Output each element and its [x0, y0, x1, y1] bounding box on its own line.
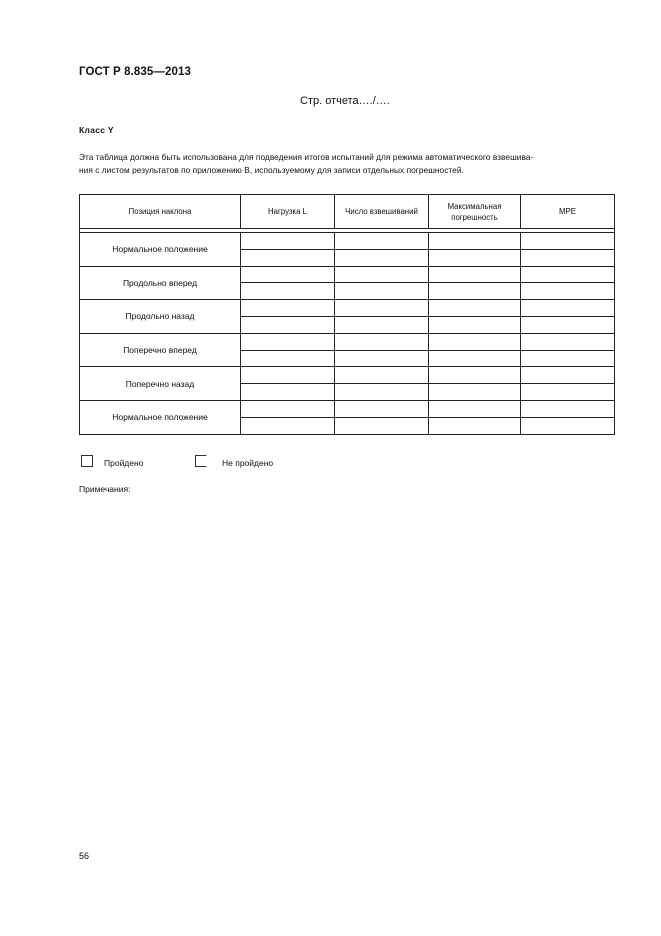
col-header-max-error-text: Максимальная погрешность [447, 201, 502, 222]
paragraph-line-1: Эта таблица должна быть использована для подведения итогов испытаний для режима автоматического взвешива- [79, 152, 534, 162]
position-cell: Продольно вперед [80, 266, 241, 300]
page-number: 56 [79, 851, 90, 861]
load-cell[interactable] [241, 316, 335, 333]
standard-designation: ГОСТ Р 8.835—2013 [79, 66, 191, 78]
weighings-cell[interactable] [335, 333, 429, 350]
max-error-cell[interactable] [429, 283, 521, 300]
position-cell: Поперечно вперед [80, 333, 241, 367]
max-error-cell[interactable] [429, 384, 521, 401]
max-error-cell[interactable] [429, 417, 521, 434]
max-error-cell[interactable] [429, 316, 521, 333]
mpe-cell[interactable] [521, 316, 615, 333]
load-cell[interactable] [241, 333, 335, 350]
col-header-weighings: Число взвешиваний [335, 195, 429, 229]
notes-label: Примечания: [79, 484, 131, 494]
mpe-cell[interactable] [521, 283, 615, 300]
load-cell[interactable] [241, 417, 335, 434]
failed-checkbox[interactable] [195, 455, 207, 467]
load-cell[interactable] [241, 249, 335, 266]
max-error-cell[interactable] [429, 333, 521, 350]
load-cell[interactable] [241, 350, 335, 367]
col-header-max-error [429, 195, 521, 229]
mpe-cell[interactable] [521, 300, 615, 317]
col-header-load-text: Нагрузка L [268, 207, 307, 216]
position-cell: Продольно назад [80, 300, 241, 334]
table-header-row [80, 195, 615, 229]
class-label: Класс Y [79, 125, 114, 135]
passed-label: Пройдено [104, 458, 144, 468]
mpe-cell[interactable] [521, 350, 615, 367]
load-cell[interactable] [241, 300, 335, 317]
mpe-cell[interactable] [521, 249, 615, 266]
mpe-cell[interactable] [521, 400, 615, 417]
max-error-cell[interactable] [429, 400, 521, 417]
position-cell: Поперечно назад [80, 367, 241, 401]
weighings-cell[interactable] [335, 400, 429, 417]
position-cell: Нормальное положение [80, 233, 241, 267]
instruction-paragraph [79, 151, 617, 177]
position-cell: Нормальное положение [80, 400, 241, 434]
load-cell[interactable] [241, 283, 335, 300]
mpe-cell[interactable] [521, 266, 615, 283]
weighings-cell[interactable] [335, 249, 429, 266]
table-row [80, 300, 615, 317]
mpe-cell[interactable] [521, 233, 615, 250]
passed-checkbox[interactable] [81, 455, 93, 467]
table-row [80, 367, 615, 384]
col-header-load [241, 195, 335, 229]
weighings-cell[interactable] [335, 300, 429, 317]
report-page-reference: Стр. отчета…./…. [300, 95, 390, 107]
table-row [80, 400, 615, 417]
results-table [79, 194, 615, 435]
max-error-cell[interactable] [429, 300, 521, 317]
weighings-cell[interactable] [335, 367, 429, 384]
weighings-cell[interactable] [335, 417, 429, 434]
load-cell[interactable] [241, 400, 335, 417]
weighings-cell[interactable] [335, 266, 429, 283]
weighings-cell[interactable] [335, 384, 429, 401]
max-error-cell[interactable] [429, 266, 521, 283]
mpe-cell[interactable] [521, 367, 615, 384]
max-error-cell[interactable] [429, 249, 521, 266]
table-row [80, 233, 615, 250]
max-error-cell[interactable] [429, 350, 521, 367]
weighings-cell[interactable] [335, 350, 429, 367]
failed-label: Не пройдено [222, 458, 274, 468]
col-header-mpe: MPE [521, 195, 615, 229]
mpe-cell[interactable] [521, 384, 615, 401]
load-cell[interactable] [241, 367, 335, 384]
max-error-cell[interactable] [429, 367, 521, 384]
mpe-cell[interactable] [521, 417, 615, 434]
weighings-cell[interactable] [335, 316, 429, 333]
table-row [80, 333, 615, 350]
load-cell[interactable] [241, 233, 335, 250]
weighings-cell[interactable] [335, 233, 429, 250]
mpe-cell[interactable] [521, 333, 615, 350]
load-cell[interactable] [241, 266, 335, 283]
load-cell[interactable] [241, 384, 335, 401]
max-error-cell[interactable] [429, 233, 521, 250]
paragraph-line-2: ния с листом результатов по приложению В, используемому для записи отдельных погрешностей. [79, 165, 464, 175]
col-header-position: Позиция наклона [80, 195, 241, 229]
table-row [80, 266, 615, 283]
weighings-cell[interactable] [335, 283, 429, 300]
